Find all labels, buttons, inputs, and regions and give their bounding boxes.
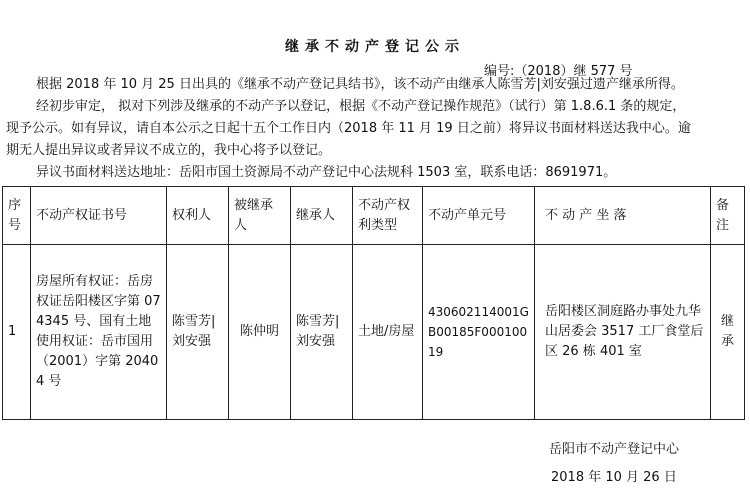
table-header-row bbox=[3, 187, 745, 245]
header-right-type: 不动产权利类型 bbox=[353, 187, 423, 245]
paragraph-review-line-3: 期无人提出异议或者异议不成立的，我中心将予以登记。 bbox=[6, 143, 332, 158]
header-heir: 继承人 bbox=[291, 187, 353, 245]
issuing-organization: 岳阳市不动产登记中心 bbox=[549, 442, 680, 457]
paragraph-review-line-1: 经初步审定， 拟对下列涉及继承的不动产予以登记，根据《不动产登记操作规范》（试行）第 1.8.6.1 条的规定， bbox=[36, 99, 686, 114]
cell-decedent: 陈仲明 bbox=[229, 245, 291, 420]
cell-unit-no: 430602114001GB00185F00010019 bbox=[423, 245, 535, 420]
header-remark: 备注 bbox=[711, 187, 745, 245]
header-location: 不 动 产 坐 落 bbox=[535, 187, 711, 245]
cell-heir: 陈雪芳|刘安强 bbox=[291, 245, 353, 420]
cell-remark: 继承 bbox=[711, 245, 745, 420]
header-seq: 序号 bbox=[3, 187, 31, 245]
cell-cert-no: 房屋所有权证：岳房权证岳阳楼区字第 074345 号、国有土地使用权证：岳市国用（2001）字第 20404 号 bbox=[31, 245, 167, 420]
header-cert-no: 不动产权证书号 bbox=[31, 187, 167, 245]
page-title: 继承不动产登记公示 bbox=[285, 39, 465, 55]
document-number: 编号:（2018）继 577 号 bbox=[484, 64, 633, 79]
objection-address: 异议书面材料送达地址：岳阳市国土资源局不动产登记中心法规科 1503 室，联系电话：8691971。 bbox=[36, 165, 617, 180]
registration-table bbox=[2, 186, 745, 420]
header-owner: 权利人 bbox=[167, 187, 229, 245]
issue-date: 2018 年 10 月 26 日 bbox=[551, 470, 677, 485]
paragraph-basis: 根据 2018 年 10 月 25 日出具的《继承不动产登记具结书》，该不动产由继承人陈雪芳|刘安强过遗产继承所得。 bbox=[36, 77, 684, 92]
cell-location: 岳阳楼区洞庭路办事处九华山居委会 3517 工厂食堂后区 26 栋 401 室 bbox=[535, 245, 711, 420]
cell-right-type: 土地/房屋 bbox=[353, 245, 423, 420]
cell-owner: 陈雪芳|刘安强 bbox=[167, 245, 229, 420]
cell-seq: 1 bbox=[3, 245, 31, 420]
table-row bbox=[3, 245, 745, 420]
paragraph-review-line-2: 现予公示。如有异议，请自本公示之日起十五个工作日内（2018 年 11 月 19 日之前）将异议书面材料送达我中心。逾 bbox=[6, 121, 691, 136]
header-unit-no: 不动产单元号 bbox=[423, 187, 535, 245]
header-decedent: 被继承人 bbox=[229, 187, 291, 245]
